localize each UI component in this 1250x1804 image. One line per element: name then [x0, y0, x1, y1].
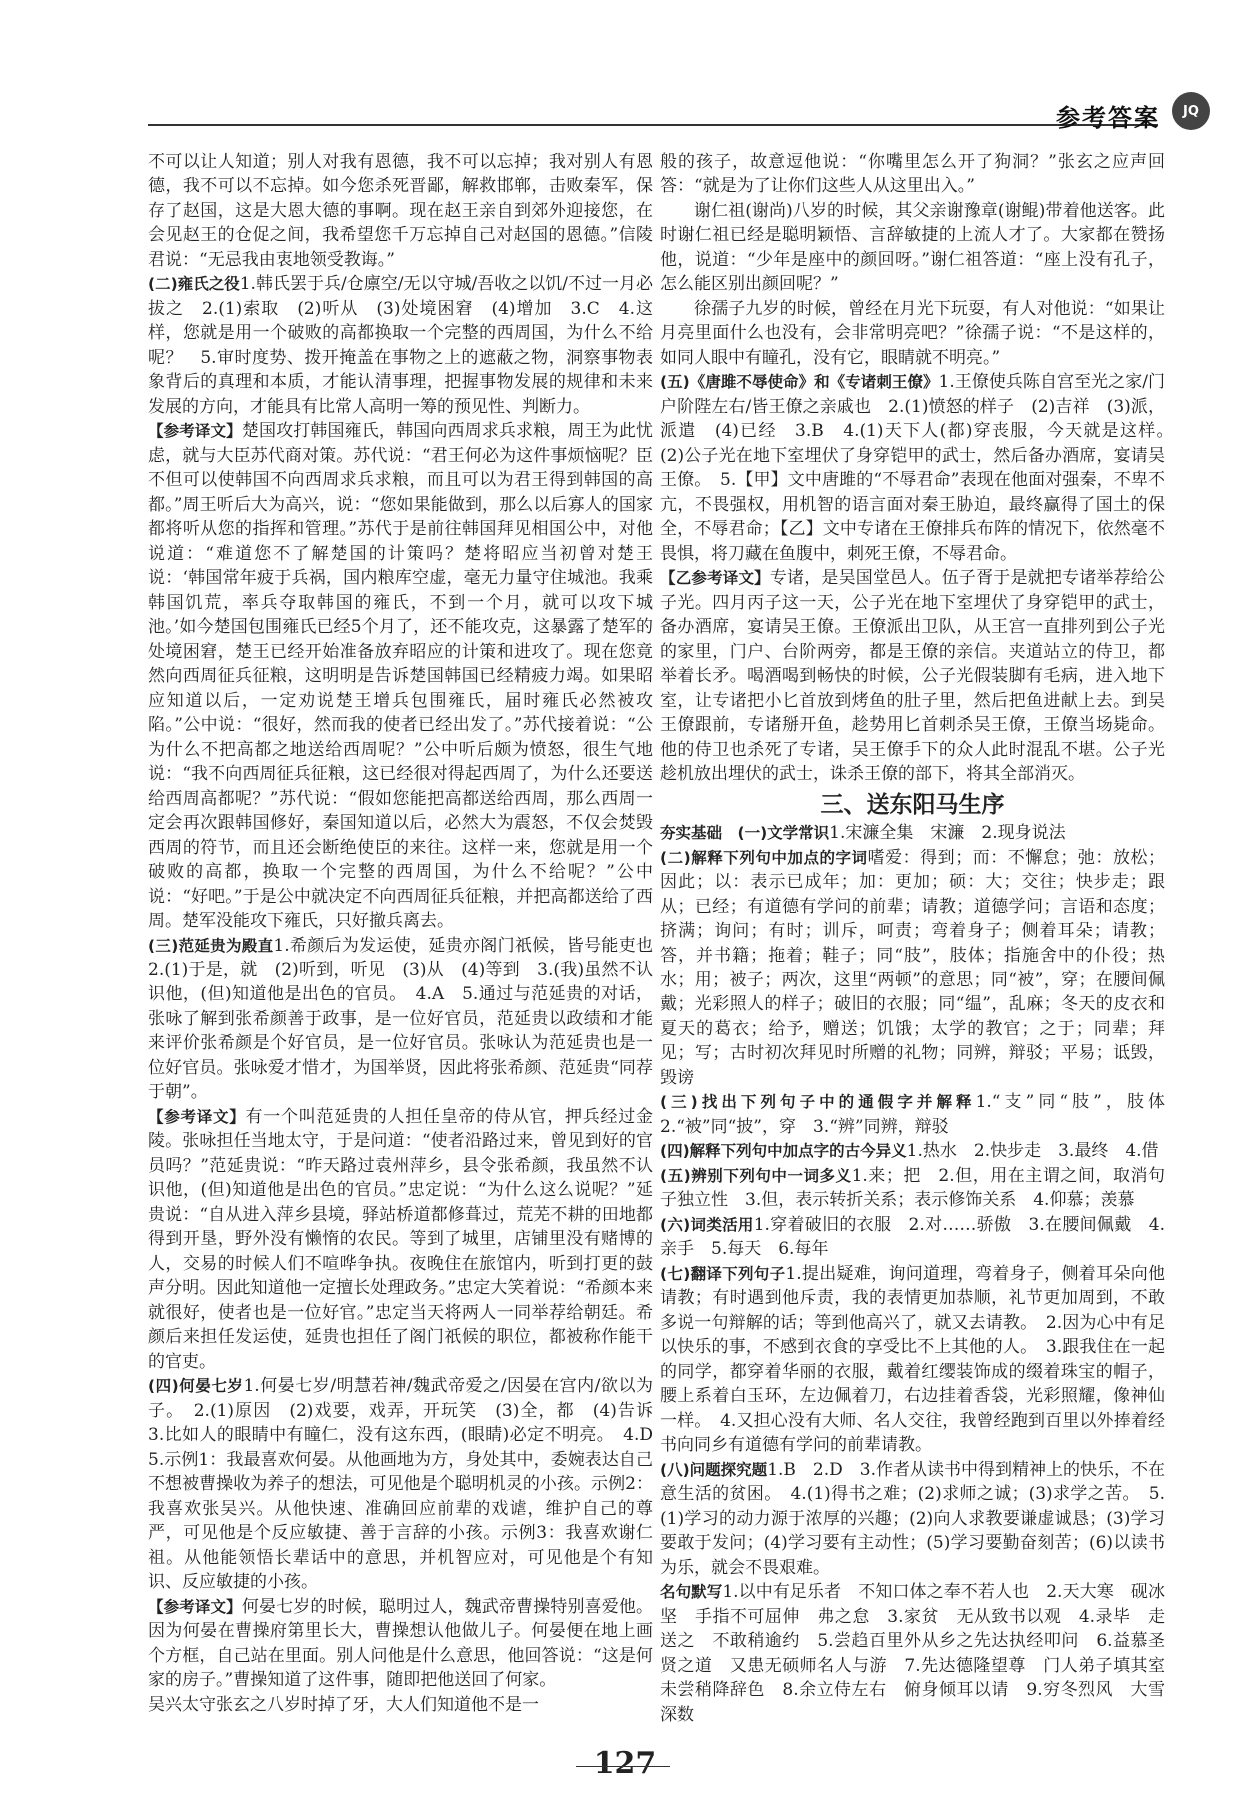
answer-paragraph — [660, 1580, 1182, 1727]
answer-text: 1.B 2.D 3.作者从读书中得到精神上的快乐，不在意生活的贫困。 4.(1)得书之难；(2)求师之诚；(3)求学之苦。 5.(1)学习的动力源于浓厚的兴趣；(2)向人求教要谦虚诚恳；(3)学习要敢于发问；(4)学习要有主动性；(5)学习要勤奋刻苦；(6)以读书为乐，就会不畏艰难。 — [660, 1459, 1166, 1578]
answer-paragraph — [660, 1262, 1165, 1458]
answer-heading: (八)问题探究题 — [660, 1460, 768, 1479]
page-header-title: 参考答案 — [1056, 104, 1160, 132]
answer-text: 专诸，是吴国堂邑人。伍子胥于是就把专诸举荐给公子光。四月丙子这一天，公子光在地下室埋伏了身穿铠甲的武士，备办酒席，宴请吴王僚。王僚派出卫队，从王宫一直排列到公子光的家里，门户、台阶两旁，都是王僚的亲信。夹道站立的侍卫，都举着长矛。喝酒喝到畅快的时候，公子光假装脚有毛病，进入地下室，让专诸把小匕首放到烤鱼的肚子里，然后把鱼进献上去。到吴王僚跟前，专诸掰开鱼，趁势用匕首刺杀吴王僚，王僚当场毙命。他的侍卫也杀死了专诸，吴王僚手下的众人此时混乱不堪。公子光趁机放出埋伏的武士，诛杀王僚的部下，将其全部消灭。 — [660, 568, 1165, 785]
answer-heading: (三)范延贵为殿直 — [148, 936, 274, 955]
answer-paragraph — [660, 1458, 1165, 1580]
left-column — [148, 150, 671, 1717]
answer-text: 般的孩子，故意逗他说：“你嘴里怎么开了狗洞？”张玄之应声回答：“就是为了让你们这些人从这里出入。” — [660, 152, 1165, 197]
answer-text: 1.穿着破旧的衣服 2.对……骄傲 3.在腰间佩戴 4.亲手 5.每天 6.每年 — [660, 1214, 1165, 1260]
answer-text: 1.“支”同“肢”，肢体 2.“被”同“披”，穿 3.“辨”同辨，辩驳 — [660, 1092, 1183, 1137]
answer-heading: (三)找出下列句子中的通假字并解释 — [660, 1093, 976, 1112]
answer-text: 徐孺子九岁的时候，曾经在月光下玩耍，有人对他说：“如果让月亮里面什么也没有，会非常明亮吧？”徐孺子说：“不是这样的，如同人眼中有瞳孔，没有它，眼睛就不明亮。” — [660, 298, 1165, 368]
answer-text: 1.王僚使兵陈自宫至光之家/门户阶陛左右/皆王僚之亲戚也 2.(1)愤怒的样子 (2)吉祥 (3)派，派遣 (4)已经 3.B 4.(1)天下人(都)穿丧服，今天就是这样。 (2)公子光在地下室埋伏了身穿铠甲的武士，然后备办酒席，宴请吴王僚。 5.【甲】文中唐雎的“不辱君命”表现在他面对强秦，不卑不亢，不畏强权，用机智的语言面对秦王胁迫，最终赢得了国土的保全，不辱君命；【乙】文中专诸在王僚排兵布阵的情况下，依然毫不畏惧，将刀藏在鱼腹中，刺死王僚，不辱君命。 — [660, 372, 1182, 564]
answer-text: 吴兴太守张玄之八岁时掉了牙，大人们知道他不是一 — [148, 1694, 539, 1715]
header-divider — [148, 124, 1158, 126]
answer-heading: (二)解释下列句中加点的字词 — [660, 848, 868, 867]
answer-text: 楚国攻打韩国雍氏，韩国向西周求兵求粮，周王为此忧虑，就与大臣苏代商对策。苏代说：“君王何必为这件事烦恼呢？臣不但可以使韩国不向西周求兵求粮，而且可以为君王得到韩国的高都。”周王听后大为高兴，说：“您如果能做到，那么以后寡人的国家都将听从您的指挥和管理。”苏代于是前往韩国拜见相国公中，对他说道：“难道您不了解楚国的计策吗？楚将昭应当初曾对楚王说：‘韩国常年疲于兵祸，国内粮库空虚，毫无力量守住城池。我乘韩国饥荒，率兵夺取韩国的雍氏，不到一个月，就可以攻下城池。’如今楚国包围雍氏已经5个月了，还不能攻克，这暴露了楚军的处境困窘，楚王已经开始准备放弃昭应的计策和进攻了。现在您竟然向西周征兵征粮，这明明是告诉楚国韩国已经精疲力竭。如果昭应知道以后，一定劝说楚王增兵包围雍氏，届时雍氏必然被攻陷。”公中说：“很好，然而我的使者已经出发了。”苏代接着说：“公为什么不把高都之地送给西周呢？”公中听后颇为愤怒，很生气地说：“我不向西周征兵征粮，这已经很对得起西周了，为什么还要送给西周高都呢？”苏代说：“假如您能把高都送给西周，那么西周一定会再次跟韩国修好，秦国知道以后，必然大为震怒，不仅会焚毁西周的符节，而且还会断绝使臣的来往。这样一来，您就是用一个破败的高都，换取一个完整的西周国，为什么不给呢？”公中说：“好吧。”于是公中就决定不向西周征兵征粮，并把高都送给了西周。楚军没能攻下雍氏，只好撤兵离去。 — [148, 421, 653, 932]
answer-paragraph — [148, 150, 653, 272]
answer-text: 有一个叫范延贵的人担任皇帝的侍从官，押兵经过金陵。张咏担任当地太守，于是问道：“使者沿路过来，曾见到好的官员吗？”范延贵说：“昨天路过袁州萍乡，县令张希颜，我虽然不认识他，(但)知道他是出色的官员。”忠定说：“为什么这么说呢？”延贵说：“自从进入萍乡县境，驿站桥道都修葺过，荒芜不耕的田地都得到开垦，野外没有懒惰的农民。等到了城里，店铺里没有赌博的人，交易的时候人们不喧哗争执。夜晚住在旅馆内，听到打更的鼓声分明。因此知道他一定擅长处理政务。”忠定大笑着说：“希颜本来就很好，使者也是一位好官。”忠定当天将两人一同举荐给朝廷。希颜后来担任发运使，延贵也担任了阁门祇候的职位，都被称作能干的官吏。 — [148, 1106, 653, 1372]
answer-heading: 【参考译文】 — [148, 422, 242, 441]
answer-paragraph — [660, 150, 1165, 199]
answer-paragraph — [148, 272, 653, 419]
answer-heading: (四)何晏七岁 — [148, 1377, 244, 1396]
answer-paragraph — [660, 297, 1165, 370]
answer-heading: (六)词类活用 — [660, 1215, 754, 1234]
answer-text: 嗜爱：得到；而：不懈怠；弛：放松；因此；以：表示已成年；加：更加；硕：大；交往；快步走；跟从；已经；有道德有学问的前辈；请教；道德学问；言语和态度；挤满；询问；有时；训斥，呵责；弯着身子；侧着耳朵；请教；答，并书籍；拖着；鞋子；同“肢”，肢体；指施舍中的仆役；热水；用；被子；两次，这里“两顿”的意思；同“被”，穿；在腰间佩戴；光彩照人的样子；破旧的衣服；同“缊”，乱麻；冬天的皮衣和夏天的葛衣；给予，赠送；饥饿；太学的教官；之于；同辈；拜见；写；古时初次拜见时所赠的礼物；同辨，辩驳；平易；诋毁，毁谤 — [660, 847, 1166, 1088]
answer-paragraph — [660, 846, 1165, 1091]
page-number-underline — [576, 1766, 670, 1767]
answer-text: 不可以让人知道；别人对我有恩德，我不可以忘掉；我对别人有恩德，我不可以不忘掉。如今您杀死晋鄙，解救邯郸，击败秦军，保存了赵国，这是大恩大德的事啊。现在赵王亲自到郊外迎接您，在会见赵王的仓促之间，我希望您千万忘掉自己对赵国的恩德。”信陵君说：“无忌我由衷地领受教诲。” — [148, 152, 653, 270]
answer-paragraph — [148, 419, 653, 933]
answer-paragraph — [148, 1693, 653, 1717]
answer-paragraph — [660, 1139, 1165, 1163]
right-column — [660, 150, 1183, 1727]
answer-heading: 【乙参考译文】 — [660, 569, 770, 588]
answer-text: 1.提出疑难，询问道理，弯着身子，侧着耳朵向他请教；有时遇到他斥责，我的表情更加恭顺，礼节更加周到，不敢多说一句辩解的话；等到他高兴了，就又去请教。 2.因为心中有足以快乐的事，不感到衣食的享受比不上其他的人。 3.跟我住在一起的同学，都穿着华丽的衣服，戴着红缨装饰成的缀着珠宝的帽子，腰上系着白玉环，左边佩着刀，右边挂着香袋，光彩照耀，像神仙一样。 4.又担心没有大师、名人交往，我曾经跑到百里以外捧着经书向同乡有道德有学问的前辈请教。 — [660, 1263, 1166, 1456]
answer-paragraph — [148, 934, 671, 1105]
section-title: 三、送东阳马生序 — [820, 791, 1005, 818]
answer-paragraph — [660, 566, 1165, 786]
page-number: 127 — [593, 1746, 657, 1781]
answer-heading: 名句默写 — [660, 1583, 723, 1602]
answer-paragraph — [660, 199, 1165, 297]
page-header — [148, 96, 1158, 136]
answer-text: 1.来；把 2.但，用在主谓之间，取消句子独立性 3.但，表示转折关系；表示修饰关系 4.仰慕；羡慕 — [660, 1165, 1165, 1211]
answer-text: 1.希颜后为发运使，延贵亦阁门祇候，皆号能吏也 2.(1)于是，就 (2)听到，听见 (3)从 (4)等到 3.(我)虽然不认识他，(但)知道他是出色的官员。 4.A 5.通过与范延贵的对话，张咏了解到张希颜善于政事，是一位好官员，范延贵以政绩和才能来评价张希颜是个好官员，是一位好官员。张咏认为范延贵也是一位好官员。张咏爱才惜才，为国举贤，因此将张希颜、范延贵“同荐于朝”。 — [148, 935, 671, 1103]
brand-logo-icon: JQ — [1172, 92, 1210, 130]
answer-heading: 夯实基础 (一)文学常识 — [660, 824, 830, 843]
answer-paragraph — [660, 1164, 1165, 1213]
answer-text: 1.韩氏罢于兵/仓廪空/无以守城/吾收之以饥/不过一月必拔之 2.(1)索取 (2)听从 (3)处境困窘 (4)增加 3.C 4.这样，您就是用一个破败的高都换取一个完整的西周国，为什么不给呢？ 5.审时度势、拨开掩盖在事物之上的遮蔽之物，洞察事物表象背后的真理和本质，才能认清事理，把握事物发展的规律和未来发展的方向，才能具有比常人高明一筹的预见性、判断力。 — [148, 274, 653, 417]
answer-heading: (七)翻译下列句子 — [660, 1264, 786, 1283]
answer-heading: (五)《唐雎不辱使命》和《专诸刺王僚》 — [660, 373, 939, 392]
answer-text: 1.宋濂全集 宋濂 2.现身说法 — [829, 823, 1066, 844]
answer-text: 何晏七岁的时候，聪明过人，魏武帝曹操特别喜爱他。因为何晏在曹操府第里长大，曹操想认他做儿子。何晏便在地上画个方框，自己站在里面。别人问他是什么意思，他回答说：“这是何家的房子。”曹操知道了这件事，随即把他送回了何家。 — [148, 1596, 653, 1691]
answer-text: 1.以中有足乐者 不知口体之奉不若人也 2.天大寒 砚冰坚 手指不可屈伸 弗之怠 3.家贫 无从致书以观 4.录毕 走送之 不敢稍逾约 5.尝趋百里外从乡之先达执经叩问 6.益慕圣贤之道 又患无硕师名人与游 7.先达德隆望尊 门人弟子填其室 未尝稍降辞色 8.余立侍左右 俯身倾耳以请 9.穷冬烈风 大雪深数 — [660, 1582, 1182, 1725]
answer-heading: (四)解释下列句中加点字的古今异义 — [660, 1142, 907, 1161]
answer-paragraph — [660, 821, 1165, 845]
answer-paragraph — [148, 1595, 653, 1693]
answer-heading: 【参考译文】 — [148, 1107, 246, 1126]
answer-text: 1.热水 2.快步走 3.最终 4.借 — [906, 1141, 1159, 1162]
answer-paragraph — [660, 1090, 1183, 1139]
answer-heading: (五)辨别下列句中一词多义 — [660, 1166, 852, 1185]
answer-paragraph — [660, 1213, 1165, 1262]
answer-heading: (二)雍氏之役 — [148, 275, 240, 294]
answer-heading: 【参考译文】 — [148, 1597, 242, 1616]
answer-text: 谢仁祖(谢尚)八岁的时候，其父亲谢豫章(谢鲲)带着他送客。此时谢仁祖已经是聪明颖悟、言辞敏捷的上流人才了。大家都在赞扬他，说道：“少年是座中的颜回呀。”谢仁祖答道：“座上没有孔子，怎么能区别出颜回呢？” — [660, 200, 1165, 295]
answer-paragraph — [148, 1105, 653, 1374]
answer-paragraph — [148, 1374, 670, 1594]
answer-text: 1.何晏七岁/明慧若神/魏武帝爱之/因晏在宫内/欲以为子。 2.(1)原因 (2)戏要，戏弄，开玩笑 (3)全，都 (4)告诉 3.比如人的眼睛中有瞳仁，没有这东西，(眼睛)必定不明亮。 4.D 5.示例1：我最喜欢何晏。从他画地为方，身处其中，委婉表达自己不想被曹操收为养子的想法，可见他是个聪明机灵的小孩。示例2：我喜欢张吴兴。从他快速、准确回应前辈的戏谑，维护自己的尊严，可见他是个反应敏捷、善于言辞的小孩。示例3：我喜欢谢仁祖。从他能领悟长辈话中的意思，并机智应对，可见他是个有知识、反应敏捷的小孩。 — [148, 1376, 670, 1593]
answer-paragraph — [660, 370, 1182, 566]
